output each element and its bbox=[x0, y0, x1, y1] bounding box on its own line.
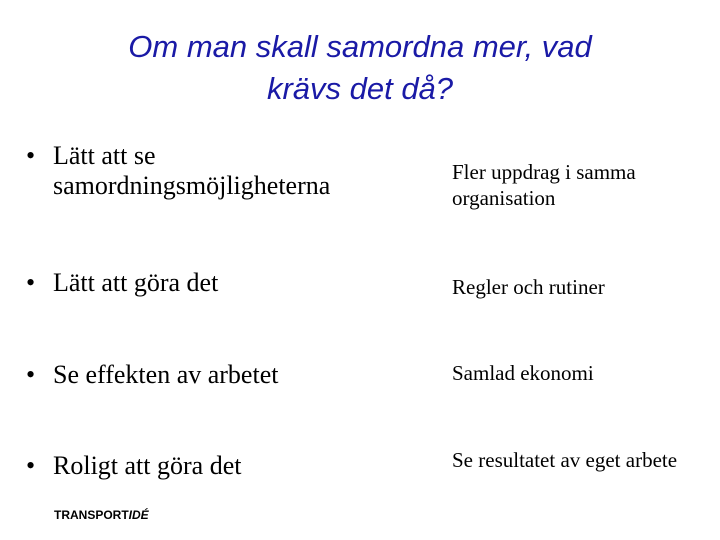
footer-part-2: IDÉ bbox=[128, 508, 149, 522]
bullet-item-4 bbox=[26, 451, 241, 481]
bullet-text-line-1: Lätt att se bbox=[53, 141, 156, 170]
bullet-dot: • bbox=[26, 268, 36, 297]
bullet-text: Se effekten av arbetet bbox=[53, 360, 279, 389]
right-text-line-2: organisation bbox=[452, 186, 556, 210]
title-line-2: krävs det då? bbox=[266, 71, 454, 106]
bullet-text: Lätt att göra det bbox=[53, 268, 219, 297]
bullet-dot: • bbox=[26, 141, 36, 170]
slide-title bbox=[40, 26, 680, 110]
bullet-text: Roligt att göra det bbox=[53, 451, 242, 480]
bullet-item-1 bbox=[26, 141, 330, 201]
right-text: Samlad ekonomi bbox=[452, 361, 594, 385]
right-text: Regler och rutiner bbox=[452, 275, 605, 299]
right-item-1 bbox=[452, 159, 636, 211]
right-item-3 bbox=[452, 360, 594, 386]
right-item-4 bbox=[452, 447, 677, 473]
right-text-line-1: Fler uppdrag i samma bbox=[452, 160, 636, 184]
title-line-1: Om man skall samordna mer, vad bbox=[128, 29, 592, 64]
right-text: Se resultatet av eget arbete bbox=[452, 448, 678, 472]
bullet-dot: • bbox=[26, 451, 36, 480]
right-item-2 bbox=[452, 274, 605, 300]
bullet-dot: • bbox=[26, 360, 36, 389]
bullet-item-2 bbox=[26, 268, 218, 298]
footer-logo-text bbox=[54, 508, 149, 522]
bullet-item-3 bbox=[26, 360, 278, 390]
bullet-text-line-2: samordningsmöjligheterna bbox=[53, 171, 331, 200]
footer-part-1: TRANSPORT bbox=[54, 508, 129, 522]
